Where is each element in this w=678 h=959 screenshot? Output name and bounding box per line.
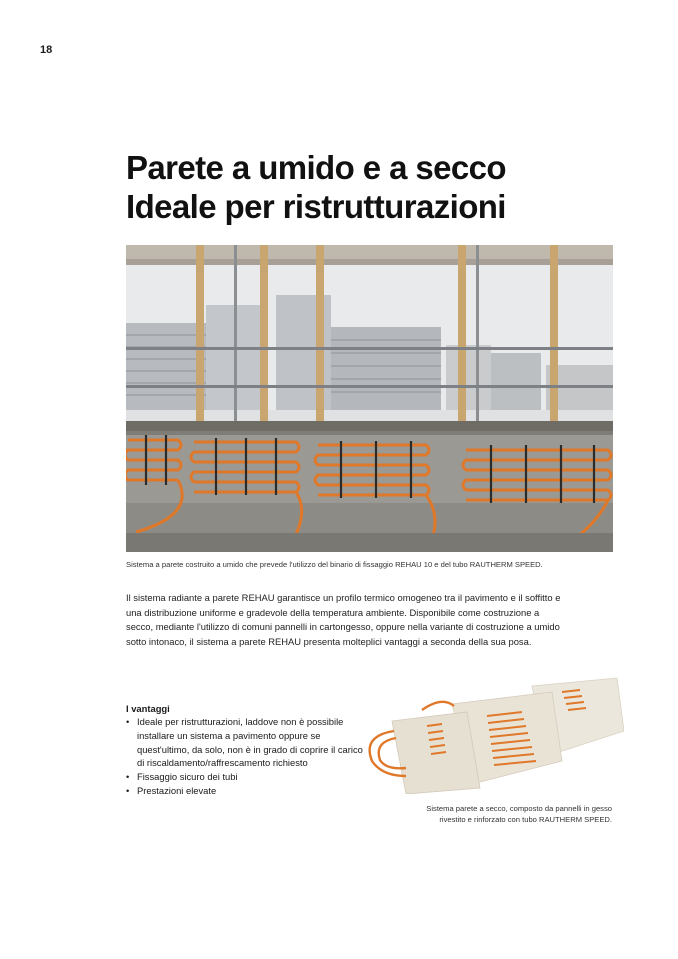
page-title (126, 148, 506, 226)
panels-caption (352, 803, 612, 825)
advantages-list (126, 715, 366, 798)
list-item (126, 715, 366, 770)
list-item-text: Fissaggio sicuro dei tubi (137, 771, 238, 783)
advantages-title: I vantaggi (126, 703, 170, 714)
title-line-2: Ideale per ristrutturazioni (126, 188, 506, 225)
hero-photo-wet-wall-system (126, 245, 613, 552)
panels-caption-line-2: rivestito e rinforzato con tubo RAUTHERM SPEED. (439, 815, 612, 824)
panels-caption-line-1: Sistema parete a secco, composto da pannelli in gesso (426, 804, 612, 813)
list-item-text: Ideale per ristrutturazioni, laddove non è possibile installare un sistema a pavimento oppure se quest'ultimo, da solo, non è in grado di coprire il carico di riscaldamento/raffrescamento richiesto (137, 716, 363, 769)
list-item (126, 784, 366, 798)
hero-caption: Sistema a parete costruito a umido che prevede l'utilizzo del binario di fissaggio REHAU 10 e del tubo RAUTHERM SPEED. (126, 560, 543, 569)
bullet-icon: • (126, 771, 130, 783)
list-item-text: Prestazioni elevate (137, 784, 217, 796)
advantages-section (126, 703, 366, 798)
bullet-icon: • (126, 784, 130, 796)
title-line-1: Parete a umido e a secco (126, 149, 506, 186)
bullet-icon: • (126, 716, 130, 727)
page-number: 18 (40, 44, 53, 56)
list-item (126, 770, 366, 784)
dry-wall-panels-photo (362, 676, 624, 794)
body-paragraph: Il sistema radiante a parete REHAU garantisce un profilo termico omogeneo tra il pavimento e il soffitto e una distribuzione uniforme e gradevole della temperatura ambiente. Disponibile come costruzione a secco, mediante l'utilizzo di comuni pannelli in cartongesso, oppure nella variante di costruzione a umido sotto intonaco, il sistema a parete REHAU presenta molteplici vantaggi a seconda della sua posa. (126, 592, 561, 647)
